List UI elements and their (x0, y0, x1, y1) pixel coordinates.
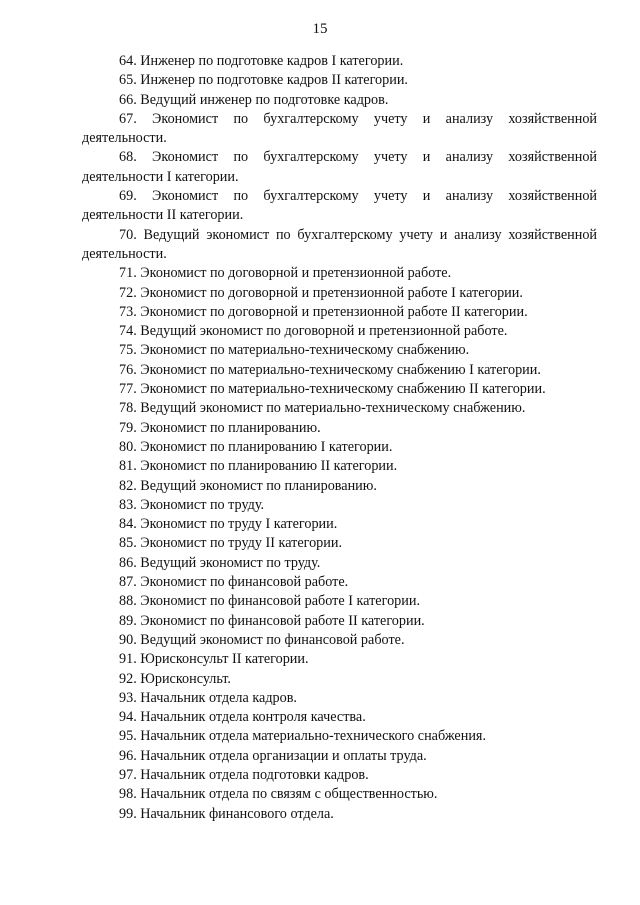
list-item: 77. Экономист по материально-техническому снабжению II категории. (119, 381, 546, 398)
list-item: 75. Экономист по материально-техническому снабжению. (119, 342, 470, 359)
list-item: 84. Экономист по труду I категории. (119, 516, 338, 533)
list-item: 98. Начальник отдела по связям с общественностью. (119, 786, 438, 803)
list-item: 66. Ведущий инженер по подготовке кадров. (119, 91, 389, 108)
list-item: 64. Инженер по подготовке кадров I категории. (119, 53, 404, 69)
list-item: 87. Экономист по финансовой работе. (119, 574, 349, 591)
list-item: 83. Экономист по труду. (119, 496, 265, 513)
list-item: 91. Юрисконсульт II категории. (119, 651, 309, 668)
list-item: 86. Ведущий экономист по труду. (119, 554, 321, 571)
list-item: 89. Экономист по финансовой работе II категории. (119, 612, 425, 629)
list-item: 99. Начальник финансового отдела. (119, 805, 334, 822)
list-item: 78. Ведущий экономист по материально-техническому снабжению. (119, 400, 526, 417)
list-item: 97. Начальник отдела подготовки кадров. (119, 766, 369, 783)
list-item: 94. Начальник отдела контроля качества. (119, 709, 366, 726)
list-item: 65. Инженер по подготовке кадров II категории. (119, 72, 408, 89)
list-item: 93. Начальник отдела кадров. (119, 689, 297, 706)
list-item: 68. Экономист по бухгалтерскому учету и анализу хозяйственной деятельности I категории. (82, 149, 598, 185)
list-item: 96. Начальник отдела организации и оплаты труда. (119, 747, 427, 764)
list-item: 76. Экономист по материально-техническому снабжению I категории. (119, 361, 541, 378)
page-number: 15 (312, 21, 328, 37)
list-item: 71. Экономист по договорной и претензионной работе. (119, 265, 452, 282)
list-item: 73. Экономист по договорной и претензионной работе II категории. (119, 303, 528, 320)
list-item: 88. Экономист по финансовой работе I категории. (119, 593, 420, 610)
list-item: 81. Экономист по планированию II категории. (119, 458, 398, 475)
list-item: 72. Экономист по договорной и претензионной работе I категории. (119, 284, 523, 301)
list-item: 74. Ведущий экономист по договорной и претензионной работе. (119, 323, 508, 340)
list-item: 82. Ведущий экономист по планированию. (119, 477, 377, 494)
list-item: 67. Экономист по бухгалтерскому учету и анализу хозяйственной деятельности. (82, 110, 598, 147)
list-item: 95. Начальник отдела материально-технического снабжения. (119, 728, 486, 745)
list-item: 92. Юрисконсульт. (119, 670, 231, 687)
list-item: 85. Экономист по труду II категории. (119, 535, 343, 552)
list-item: 80. Экономист по планированию I категории. (119, 438, 393, 455)
list-item: 79. Экономист по планированию. (119, 419, 321, 436)
list-item: 70. Ведущий экономист по бухгалтерскому учету и анализу хозяйственной деятельности. (82, 226, 598, 262)
list-item: 90. Ведущий экономист по финансовой работе. (119, 631, 405, 648)
list-item: 69. Экономист по бухгалтерскому учету и анализу хозяйственной деятельности II категории. (82, 188, 598, 224)
job-title-list (82, 52, 597, 824)
